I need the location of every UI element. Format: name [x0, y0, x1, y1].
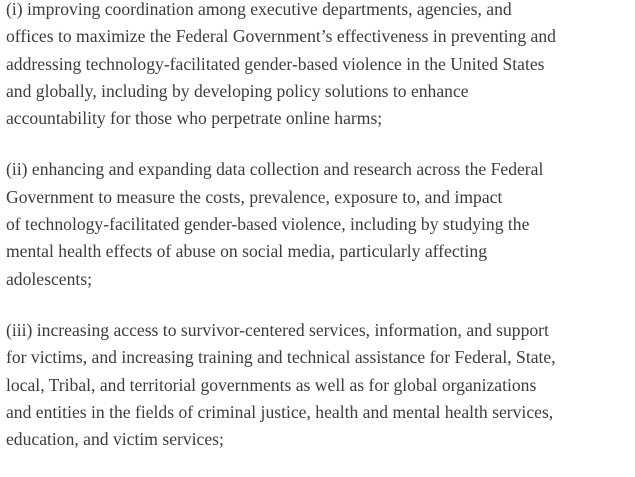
paragraph-line: (i) improving coordination among executive departments, agencies, and — [6, 0, 512, 19]
paragraph-line: and entities in the fields of criminal justice, health and mental health services, — [6, 401, 554, 422]
paragraph-line: mental health effects of abuse on social media, particularly affecting — [6, 241, 488, 262]
paragraph-line: Government to measure the costs, prevalence, exposure to, and impact — [6, 186, 503, 207]
paragraph-line: (iii) increasing access to survivor-centered services, information, and support — [6, 319, 549, 340]
paragraph-line: of technology-facilitated gender-based violence, including by studying the — [6, 214, 530, 235]
paragraph-i — [6, 0, 633, 132]
paragraph-line: (ii) enhancing and expanding data collection and research across the Federal — [6, 159, 544, 180]
paragraph-line: and globally, including by developing policy solutions to enhance — [6, 80, 469, 101]
paragraph-line: local, Tribal, and territorial governments as well as for global organizations — [6, 374, 537, 395]
paragraph-line: education, and victim services; — [6, 429, 224, 450]
paragraph-ii — [6, 156, 633, 292]
paragraph-line: offices to maximize the Federal Government’s effectiveness in preventing and — [6, 26, 556, 47]
paragraph-line: accountability for those who perpetrate online harms; — [6, 108, 383, 129]
paragraph-line: adolescents; — [6, 268, 92, 289]
paragraph-iii — [6, 317, 633, 453]
paragraph-line: for victims, and increasing training and technical assistance for Federal, State, — [6, 347, 556, 368]
paragraph-line: addressing technology-facilitated gender-based violence in the United States — [6, 53, 545, 74]
document-body — [6, 0, 633, 477]
